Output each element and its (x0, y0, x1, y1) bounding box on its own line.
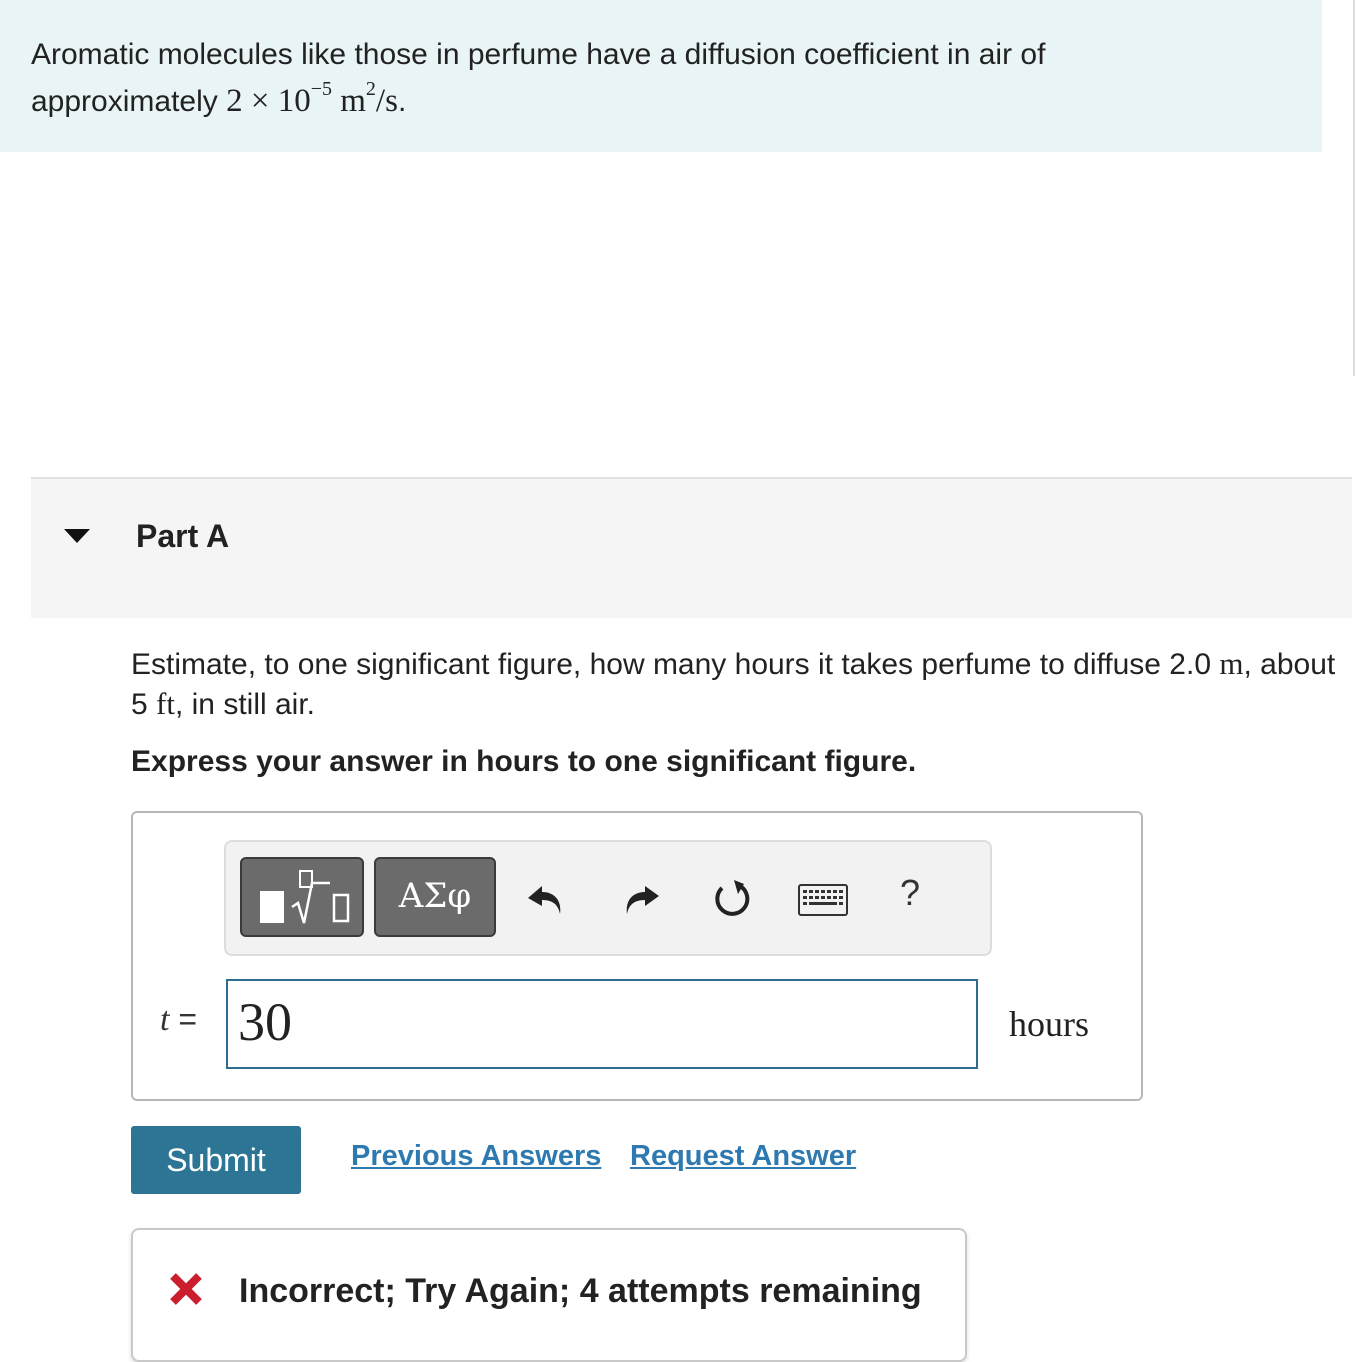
units-label: hours (1009, 1004, 1089, 1044)
templates-icon (260, 891, 284, 923)
part-a-header[interactable] (31, 477, 1352, 618)
feedback-message: Incorrect; Try Again; 4 attempts remaining (239, 1272, 922, 1310)
answer-instruction: Express your answer in hours to one significant figure. (131, 745, 917, 778)
incorrect-x-icon (169, 1272, 203, 1306)
variable-label: t = (160, 1001, 198, 1038)
redo-icon[interactable] (619, 876, 663, 920)
problem-intro (0, 0, 1322, 152)
answer-box (131, 811, 1143, 1101)
problem-statement: Aromatic molecules like those in perfume have a diffusion coefficient in air of approximately $2 \times 10^{-5}$ $m^2/s$. (31, 38, 1046, 119)
sqrt-icon (290, 869, 356, 929)
math-toolbar (224, 840, 992, 956)
collapse-caret-icon[interactable] (64, 529, 90, 543)
feedback-panel (131, 1228, 967, 1362)
intro-text: Aromatic molecules like those in perfume have a diffusion coefficient in air of approximately (31, 38, 1046, 118)
part-title: Part A (136, 518, 230, 554)
question-text: Estimate, to one significant figure, how many hours it takes perfume to diffuse 2.0 m, about 5 ft, in still air. (131, 646, 1336, 721)
undo-icon[interactable] (524, 876, 568, 920)
request-answer-link[interactable]: Request Answer (630, 1140, 857, 1172)
scroll-divider (1353, 0, 1355, 376)
reset-icon[interactable] (710, 876, 754, 920)
help-icon[interactable]: ? (900, 872, 921, 913)
templates-button[interactable] (240, 857, 364, 937)
keyboard-icon[interactable] (798, 884, 848, 918)
answer-input[interactable]: 30 (226, 979, 978, 1069)
submit-button[interactable]: Submit (131, 1126, 301, 1194)
previous-answers-link[interactable]: Previous Answers (351, 1140, 602, 1172)
greek-symbols-button[interactable]: ΑΣφ (374, 857, 496, 937)
diffusion-coefficient: $2 \times 10^{-5}$ $m^2/s$ (226, 78, 398, 119)
